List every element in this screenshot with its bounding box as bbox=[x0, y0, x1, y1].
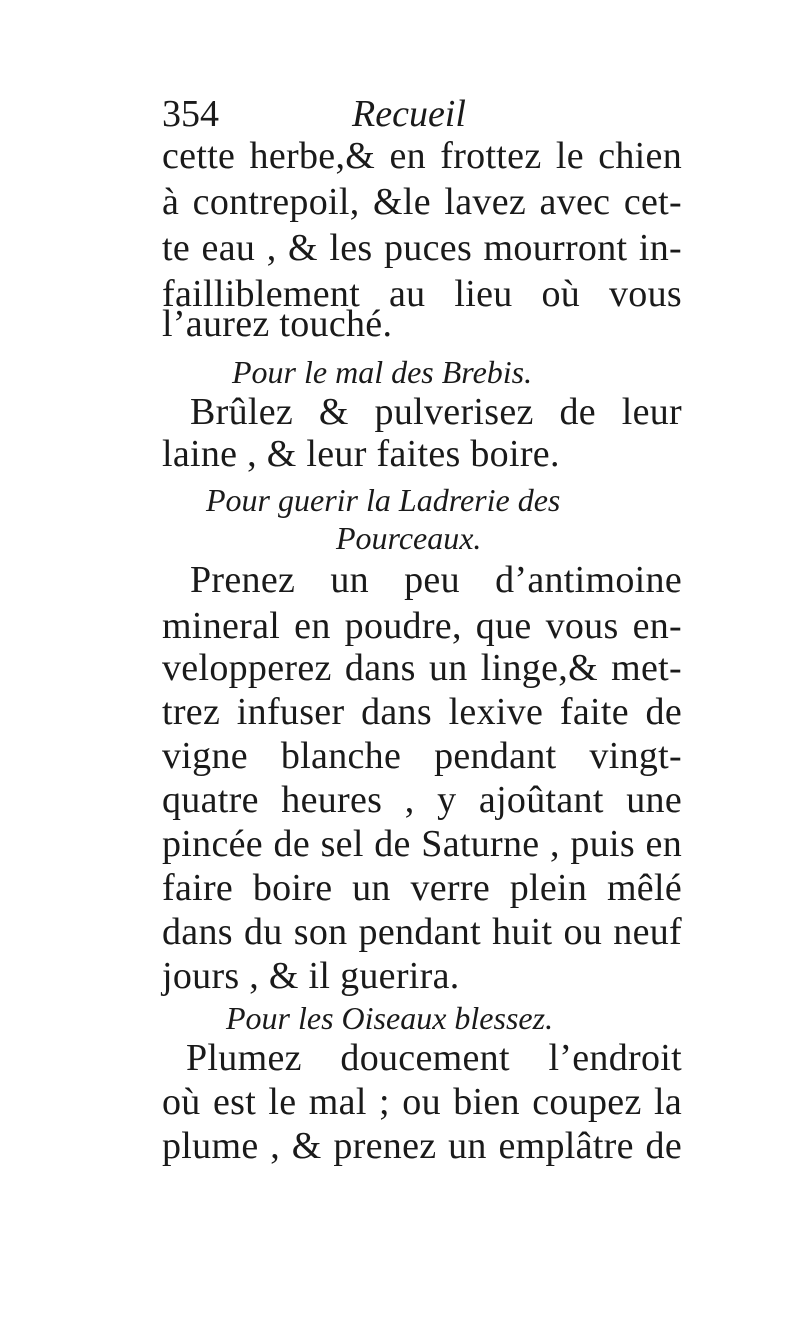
text-line: quatre heures , y ajoûtant une bbox=[162, 779, 682, 821]
text-line: Plumez doucement l’endroit bbox=[186, 1037, 682, 1079]
text-line: Brûlez & pulverisez de leur bbox=[190, 391, 682, 433]
running-title: Recueil bbox=[352, 93, 466, 135]
text-line: faire boire un verre plein mêlé bbox=[162, 867, 682, 909]
text-line: velopperez dans un linge,& met- bbox=[162, 647, 682, 689]
text-line: pincée de sel de Saturne , puis en bbox=[162, 823, 682, 865]
text-line: Prenez un peu d’antimoine bbox=[190, 559, 682, 601]
section-heading: Pourceaux. bbox=[336, 520, 482, 556]
text-line: te eau , & les puces mourront in- bbox=[162, 227, 682, 269]
text-line: trez infuser dans lexive faite de bbox=[162, 691, 682, 733]
text-line: cette herbe,& en frottez le chien bbox=[162, 135, 682, 177]
section-heading: Pour guerir la Ladrerie des bbox=[206, 482, 561, 518]
text-line: mineral en poudre, que vous en- bbox=[162, 605, 682, 647]
page-number: 354 bbox=[162, 93, 219, 135]
text-line: failliblement au lieu où vous bbox=[162, 273, 682, 315]
text-line: dans du son pendant huit ou neuf bbox=[162, 911, 682, 953]
text-line: l’aurez touché. bbox=[162, 303, 393, 345]
text-line: vigne blanche pendant vingt- bbox=[162, 735, 682, 777]
text-line: à contrepoil, &le lavez avec cet- bbox=[162, 181, 682, 223]
section-heading: Pour le mal des Brebis. bbox=[232, 354, 533, 390]
text-line: où est le mal ; ou bien coupez la bbox=[162, 1081, 682, 1123]
text-line: jours , & il guerira. bbox=[162, 955, 460, 997]
text-line: plume , & prenez un emplâtre de bbox=[162, 1125, 682, 1167]
section-heading: Pour les Oiseaux blessez. bbox=[226, 1000, 554, 1036]
text-line: laine , & leur faites boire. bbox=[162, 433, 560, 475]
